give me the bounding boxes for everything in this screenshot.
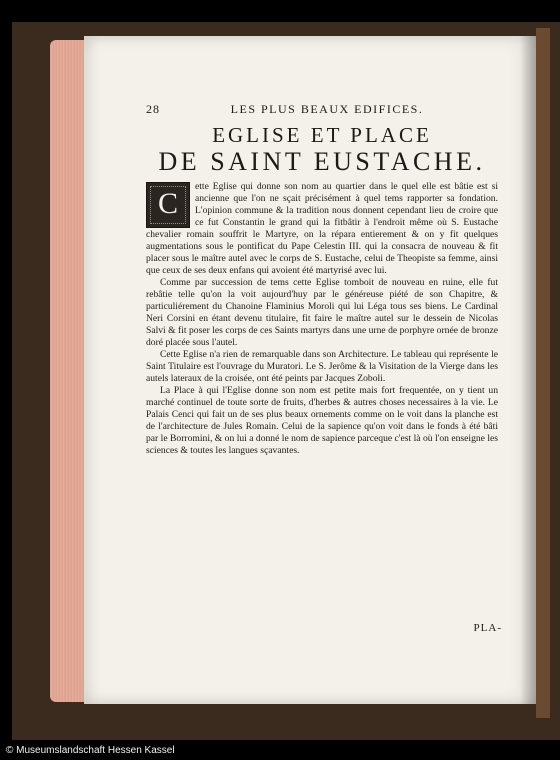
page-number: 28 [146,102,160,116]
paragraph-2: Comme par succession de tems cette Eglise tomboit de nouveau en ruine, elle fut rebâtie telle qu'on la voit aujourd'huy par le généreuse piété de son Chapitre, & particuliérement du Chanoine Flaminius Moroli qui lui Léga tous ses biens. Le Cardinal Neri Corsini en étant devenu titulaire, fit faire le maître autel sur le dessein de Nicolas Salvi & fit poser les corps de ces Saints martyrs dans une urne de porphyre ornée de bronze doré placée sous l'autel. [146,277,498,348]
paragraph-1 [146,181,498,277]
running-title: LES PLUS BEAUX EDIFICES. [230,102,424,116]
book-right-edge [536,28,550,718]
page-edges [50,40,88,702]
body-text [146,181,498,457]
decorated-initial [146,182,190,228]
title-line-1: EGLISE ET PLACE [212,123,432,147]
running-head [146,102,498,117]
book-page [84,36,536,704]
paragraph-1-text: ette Eglise qui donne son nom au quartier dans le quel elle est bâtie est si ancienne que l'on ne sçait précisément à quel tems rapporter sa fondation. L'opinion commune & la tradition nous donnent cependant lieu de croire que ce fut Constantin le grand qui la fitbâtir à l'endroit même où S. Eustache chevalier romain souffrit le Martyre, on la répara entierement & on y fit quelques augmentations sous le pontificat du Pape Celestin III. qui la consacra de nouveau & fit placer sous le maître autel avec le corps de S. Eustache, celui de Theopiste sa femme, ainsi que ceux de ses deux enfans qui avoient été martyrisé avec lui. [146,181,498,276]
paragraph-4: La Place à qui l'Eglise donne son nom est petite mais fort frequentée, on y tient un marché continuel de toute sorte de fruits, d'herbes & autres choses necessaires à la vie. Le Palais Cenci qui fait un de ses plus beaux ornements comme on le voit dans la planche est de l'architecture de Jules Romain. Celui de la sapience qu'on voit dans le fonds à été bâti par le Borromini, & on lui a donné le nom de sapience parceque c'est là où l'on enseigne les sciences & toutes les langues sçavantes. [146,385,498,456]
catchword: PLA- [473,622,502,634]
title-line-2: DE SAINT EUSTACHE. [158,147,486,176]
copyright-footer: © Museumslandschaft Hessen Kassel [6,745,175,756]
page-content [146,102,498,457]
paragraph-3: Cette Eglise n'a rien de remarquable dans son Architecture. Le tableau qui représente le Saint Titulaire est l'ouvrage du Muratori. Le S. Jerôme & la Visitation de la Vierge dans les autels lateraux de la croisée, ont été peints par Jacques Zoboli. [146,349,498,384]
initial-letter: C [157,187,178,220]
spine-shadow [520,36,536,704]
